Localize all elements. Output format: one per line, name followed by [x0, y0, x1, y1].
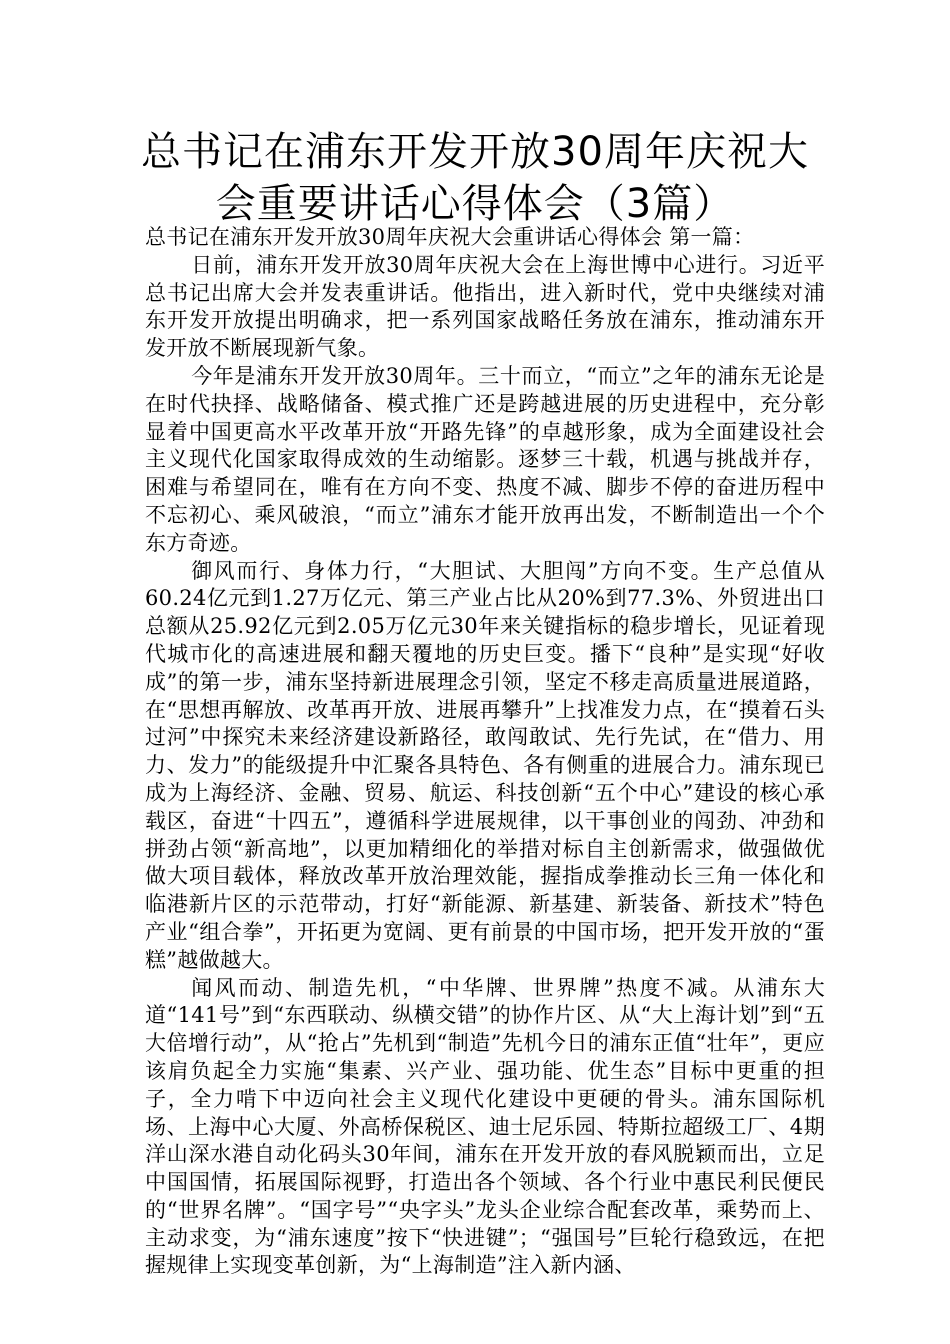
paragraph: 闻风而动、制造先机，“中华牌、世界牌”热度不减。从浦东大道“141号”到“东西联动、纵横交错”的协作片区、从“大上海计划”到“五大倍增行动”，从“抢占”先机到“制造”先机今日的浦东正值“壮年”，更应该肩负起全力实施“集素、兴产业、强功能、优生态”目标中更重的担子，全力啃下中迈向社会主义现代化建设中更硬的骨头。浦东国际机场、上海中心大厦、外高桥保税区、迪士尼乐园、特斯拉超级工厂、4期洋山深水港自动化码头30年间，浦东在开发开放的春风脱颖而出，立足中国国情，拓展国际视野，打造出各个领域、各个行业中惠民利民便民的“世界名牌”。“国字号”“央字头”龙头企业综合配套改革，乘势而上、主动求变，为“浦东速度”按下“快进键”；“强国号”巨轮行稳致远，在把握规律上实现变革创新，为“上海制造”注入新内涵、: [145, 975, 825, 1278]
intro-line: 总书记在浦东开发开放30周年庆祝大会重讲话心得体会 第一篇：: [145, 225, 755, 249]
paragraph: 日前，浦东开发开放30周年庆祝大会在上海世博中心进行。习近平总书记出席大会并发表重讲话。他指出，进入新时代，党中央继续对浦东开发开放提出明确求，把一系列国家战略任务放在浦东，推动浦东开发开放不断展现新气象。: [145, 252, 825, 361]
paragraph: 今年是浦东开发开放30周年。三十而立，“而立”之年的浦东无论是在时代抉择、战略储备、模式推广还是跨越进展的历史进程中，充分彰显着中国更高水平改革开放“开路先锋”的卓越形象，成为全面建设社会主义现代化国家取得成效的生动缩影。逐梦三十载，机遇与挑战并存，困难与希望同在，唯有在方向不变、热度不减、脚步不停的奋进历程中不忘初心、乘风破浪，“而立”浦东才能开放再出发，不断制造出一个个东方奇迹。: [145, 363, 825, 555]
document-body: [145, 224, 825, 1280]
paragraph: 御风而行、身体力行，“大胆试、大胆闯”方向不变。生产总值从60.24亿元到1.27万亿元、第三产业占比从20%到77.3%、外贸进出口总额从25.92亿元到2.05万亿元30年来关键指标的稳步增长，见证着现代城市化的高速进展和翻天覆地的历史巨变。播下“良种”是实现“好收成”的第一步，浦东坚持新进展理念引领，坚定不移走高质量进展道路，在“思想再解放、改革再开放、进展再攀升”上找准发力点，在“摸着石头过河”中探究未来经济建设新路径，敢闯敢试、先行先试，在“借力、用力、发力”的能级提升中汇聚各具特色、各有侧重的进展合力。浦东现已成为上海经济、金融、贸易、航运、科技创新“五个中心”建设的核心承载区，奋进“十四五”，遵循科学进展规律，以干事创业的闯劲、冲劲和拼劲占领“新高地”，以更加精细化的举措对标自主创新需求，做强做优做大项目载体，释放改革开放治理效能，握指成拳推动长三角一体化和临港新片区的示范带动，打好“新能源、新基建、新装备、新技术”特色产业“组合拳”，开拓更为宽阔、更有前景的中国市场，把开发开放的“蛋糕”越做越大。: [145, 558, 825, 972]
document-title: 总书记在浦东开发开放30周年庆祝大 会重要讲话心得体会（3篇）: [141, 129, 809, 227]
